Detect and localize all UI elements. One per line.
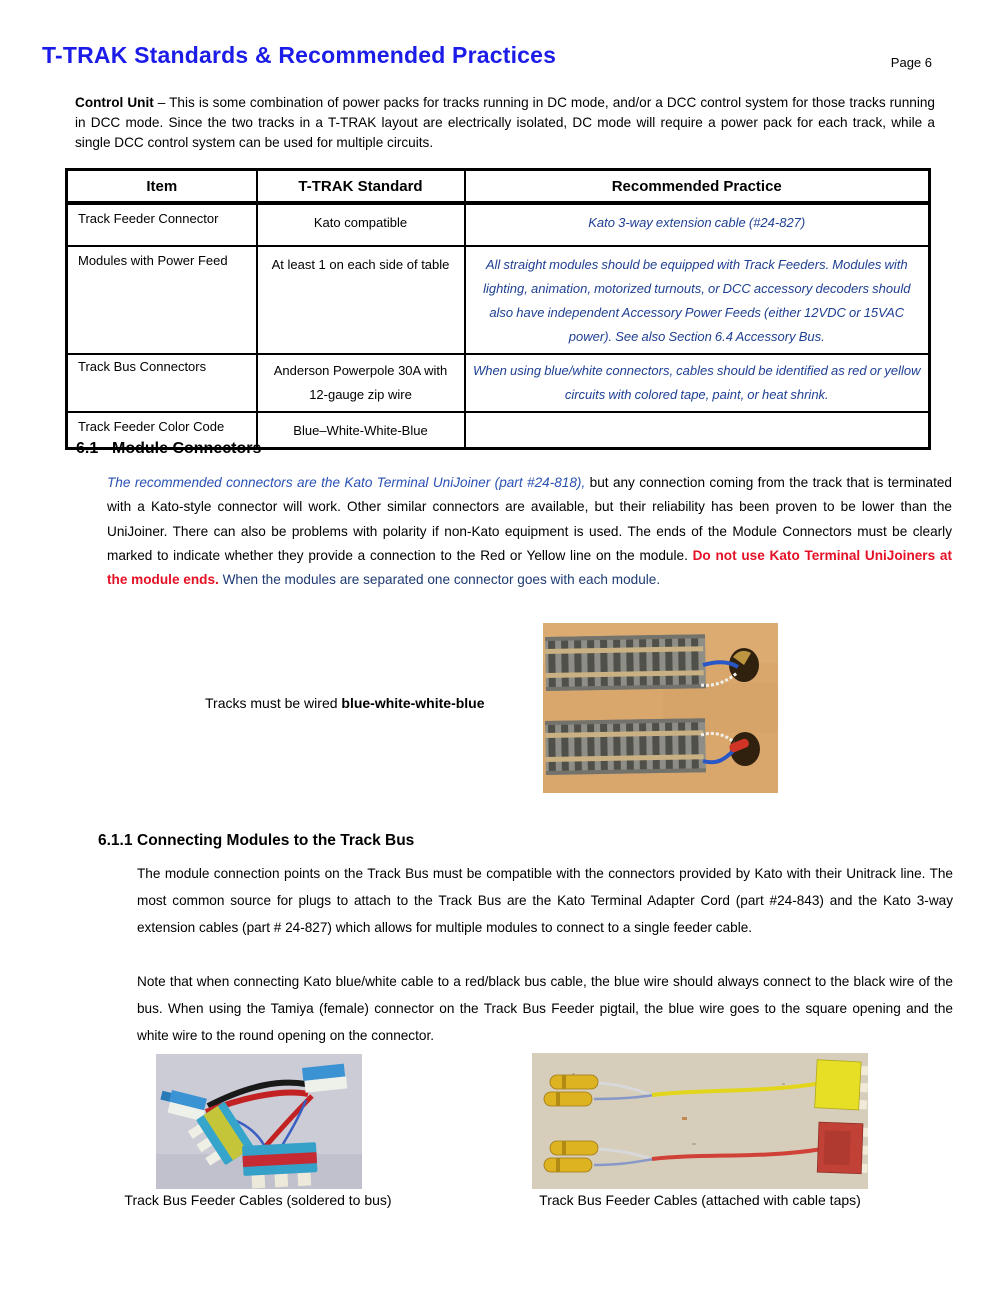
- cell-standard: Anderson Powerpole 30A with 12-gauge zip wire: [257, 354, 465, 412]
- soldered-cables-photo: [156, 1054, 362, 1189]
- cable-taps-photo: [532, 1053, 868, 1189]
- table-row: [67, 203, 930, 246]
- table-header-standard: T-TRAK Standard: [257, 170, 465, 204]
- table-row: [67, 354, 930, 412]
- soldered-cables-caption: Track Bus Feeder Cables (soldered to bus): [124, 1192, 392, 1208]
- cell-standard: Kato compatible: [257, 203, 465, 246]
- section-61-heading: [76, 440, 261, 458]
- section-61-title: Module Connectors: [112, 440, 262, 457]
- para-red-warning: Do not use Kato Terminal UniJoiners at the module ends.: [107, 547, 952, 588]
- cell-standard: At least 1 on each side of table: [257, 246, 465, 354]
- cell-item: Track Bus Connectors: [67, 354, 257, 412]
- page-title: T-TRAK Standards & Recommended Practices: [42, 42, 557, 68]
- table-header-item: Item: [67, 170, 257, 204]
- track-wiring-photo: [543, 623, 778, 793]
- tracks-caption-plain: Tracks must be wired: [205, 695, 342, 711]
- cell-item: Track Feeder Color Code: [67, 412, 257, 449]
- cell-practice: Kato 3-way extension cable (#24-827): [465, 203, 930, 246]
- section-61-paragraph: [107, 471, 952, 592]
- table-header-practice: Recommended Practice: [465, 170, 930, 204]
- intro-paragraph: [75, 93, 935, 153]
- cable-taps-caption: Track Bus Feeder Cables (attached with cable taps): [539, 1192, 861, 1208]
- cell-standard: Blue–White-White-Blue: [257, 412, 465, 449]
- page-number: Page 6: [890, 55, 932, 70]
- para-navy-tail: When the modules are separated one connector goes with each module.: [218, 572, 661, 588]
- section-611-title: Connecting Modules to the Track Bus: [137, 832, 415, 849]
- tracks-caption: [205, 695, 485, 711]
- table-header-row: [67, 170, 930, 204]
- cell-item: Track Feeder Connector: [67, 203, 257, 246]
- intro-text: – This is some combination of power packs for tracks running in DC mode, and/or a DCC control system for those tracks running in DCC mode. Since the two tracks in a T-TRAK layout are electrically isolated, DC mode will require a power pack for each track, while a single DCC control system can be used for multiple circuits.: [75, 95, 935, 150]
- cell-practice: All straight modules should be equipped with Track Feeders. Modules with lighting, animation, motorized turnouts, or DCC accessory decoders should also have independent Accessory Power Feeds (either 12VDC or 15VAC power). See also Section 6.4 Accessory Bus.: [465, 246, 930, 354]
- cell-practice: When using blue/white connectors, cables should be identified as red or yellow circuits with colored tape, paint, or heat shrink.: [465, 354, 930, 412]
- section-611-heading: [98, 832, 414, 850]
- red-blue-connector: [242, 1142, 318, 1189]
- section-61-number: 6.1: [76, 440, 99, 457]
- para-black-body: but any connection coming from the track that is terminated with a Kato-style connector will work. Other similar connectors are available, but their reliability has been proven to be lower than the UniJoiner. There can also be problems with polarity if non-Kato equipment is used. The ends of the Module Connectors must be clearly marked to indicate whether they provide a connection to the Red or Yellow line on the module.: [107, 475, 952, 563]
- table-row: [67, 246, 930, 354]
- standards-table: [65, 168, 931, 450]
- cell-practice: [465, 412, 930, 449]
- intro-label: Control Unit: [75, 95, 154, 110]
- section-611-number: 6.1.1: [98, 832, 133, 849]
- anderson-connector-right: [302, 1064, 347, 1093]
- tracks-caption-bold: blue-white-white-blue: [341, 695, 485, 711]
- section-611-paragraph-2: Note that when connecting Kato blue/white cable to a red/black bus cable, the blue wire should always connect to the black wire of the bus. When using the Tamiya (female) connector on the Track Bus Feeder pigtail, the blue wire goes to the square opening and the white wire to the round opening on the connector.: [137, 974, 953, 1043]
- section-611-paragraph-1: The module connection points on the Track Bus must be compatible with the connectors provided by Kato with their Unitrack line. The most common source for plugs to attach to the Track Bus are the Kato Terminal Adapter Cord (part #24-843) and the Kato 3-way extension cables (part # 24-827) which allows for multiple modules to connect to a single feeder cable.: [137, 866, 953, 935]
- para-blue-lead: The recommended connectors are the Kato Terminal UniJoiner (part #24-818),: [107, 475, 586, 490]
- cell-item: Modules with Power Feed: [67, 246, 257, 354]
